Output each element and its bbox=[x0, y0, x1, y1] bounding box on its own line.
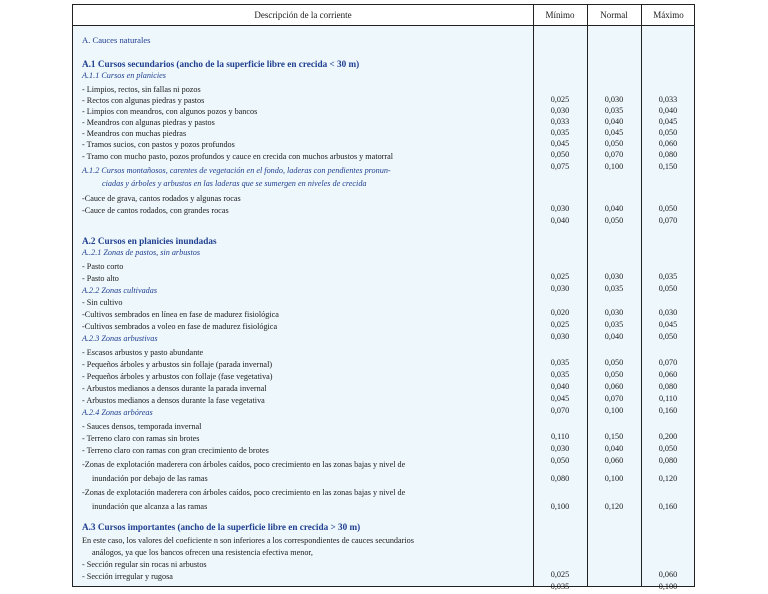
row-description: A.2.3 Zonas arbustivas bbox=[82, 334, 158, 343]
row-description: -Cultivos sembrados en línea en fase de madurez fisiológica bbox=[82, 310, 279, 319]
table-body bbox=[73, 25, 694, 591]
value-min: 0,030 bbox=[550, 332, 570, 341]
value-max: 0,120 bbox=[658, 474, 678, 483]
value-min: 0,033 bbox=[550, 117, 570, 126]
value-normal: 0,035 bbox=[604, 284, 624, 293]
value-max: 0,080 bbox=[658, 456, 678, 465]
value-min: 0,025 bbox=[550, 95, 570, 104]
row-description: - Sauces densos, temporada invernal bbox=[82, 422, 202, 431]
value-max: 0,160 bbox=[658, 502, 678, 511]
row-description: - Sección regular sin rocas ni arbustos bbox=[82, 560, 207, 569]
value-min: 0,025 bbox=[550, 570, 570, 579]
value-max: 0,045 bbox=[658, 320, 678, 329]
row-description: -Cauce de cantos rodados, con grandes rocas bbox=[82, 206, 229, 215]
value-normal: 0,100 bbox=[604, 406, 624, 415]
value-max: 0,050 bbox=[658, 444, 678, 453]
value-max: 0,030 bbox=[658, 308, 678, 317]
row-description: - Tramos sucios, con pastos y pozos profundos bbox=[82, 140, 235, 149]
value-normal: 0,060 bbox=[604, 456, 624, 465]
value-max: 0,060 bbox=[658, 570, 678, 579]
row-description: A..2.1 Zonas de pastos, sin arbustos bbox=[82, 248, 201, 257]
value-normal: 0,030 bbox=[604, 308, 624, 317]
value-min: 0,050 bbox=[550, 456, 570, 465]
value-min: 0,025 bbox=[550, 272, 570, 281]
row-description: inundación que alcanza a las ramas bbox=[92, 502, 208, 511]
value-max: 0,033 bbox=[658, 95, 678, 104]
row-description: A.1.2 Cursos montañosos, carentes de vegetación en el fondo, laderas con pendientes pronun- bbox=[82, 166, 391, 175]
value-normal: 0,030 bbox=[604, 272, 624, 281]
value-max: 0,160 bbox=[658, 406, 678, 415]
row-description: - Tramo con mucho pasto, pozos profundos y cauce en crecida con muchos arbustos y matorral bbox=[82, 152, 394, 161]
value-min: 0,080 bbox=[550, 474, 570, 483]
row-description: En este caso, los valores del coeficiente n son inferiores a los correspondientes de cauces secundarios bbox=[82, 536, 414, 545]
row-description: A.1.1 Cursos en planicies bbox=[82, 71, 166, 80]
row-description: -Zonas de explotación maderera con árboles caídos, poco crecimiento en las zonas bajas y nivel de bbox=[82, 488, 406, 497]
header-normal: Normal bbox=[600, 10, 628, 20]
value-max: 0,045 bbox=[658, 117, 678, 126]
row-description: - Sin cultivo bbox=[82, 298, 123, 307]
value-min: 0,100 bbox=[550, 502, 570, 511]
row-description: ciadas y árboles y arbustos en las laderas que se sumergen en niveles de crecida bbox=[102, 179, 367, 188]
value-normal: 0,050 bbox=[604, 370, 624, 379]
value-max: 0,070 bbox=[658, 358, 678, 367]
header-description: Descripción de la corriente bbox=[254, 10, 352, 20]
row-description: -Zonas de explotación maderera con árboles caídos, poco crecimiento en las zonas bajas y nivel de bbox=[82, 460, 406, 469]
row-description: - Terreno claro con ramas sin brotes bbox=[82, 434, 200, 443]
value-min: 0,050 bbox=[550, 150, 570, 159]
value-min: 0,035 bbox=[550, 128, 570, 137]
value-normal: 0,035 bbox=[604, 106, 624, 115]
row-description: - Pequeños árboles y arbustos con follaje (fase vegetativa) bbox=[82, 372, 273, 381]
value-max: 0,110 bbox=[658, 394, 678, 403]
value-max: 0,100 bbox=[658, 582, 678, 591]
row-description: -Cauce de grava, cantos rodados y algunas rocas bbox=[82, 194, 241, 203]
row-description: A.2.2 Zonas cultivadas bbox=[82, 286, 158, 295]
row-description: -Cultivos sembrados a voleo en fase de madurez fisiológica bbox=[82, 322, 278, 331]
value-normal: 0,040 bbox=[604, 204, 624, 213]
value-max: 0,050 bbox=[658, 332, 678, 341]
value-max: 0,200 bbox=[658, 432, 678, 441]
value-normal: 0,050 bbox=[604, 139, 624, 148]
row-description: A. Cauces naturales bbox=[82, 35, 151, 45]
row-description: - Arbustos medianos a densos durante la fase vegetativa bbox=[82, 396, 265, 405]
value-normal: 0,040 bbox=[604, 332, 624, 341]
value-normal: 0,070 bbox=[604, 150, 624, 159]
row-description: - Escasos arbustos y pasto abundante bbox=[82, 348, 204, 357]
value-min: 0,040 bbox=[550, 216, 570, 225]
row-description: análogos, ya que los bancos ofrecen una resistencia efectiva menor, bbox=[92, 548, 313, 557]
value-min: 0,070 bbox=[550, 406, 570, 415]
value-max: 0,050 bbox=[658, 128, 678, 137]
value-normal: 0,100 bbox=[604, 474, 624, 483]
row-description: inundación por debajo de las ramas bbox=[92, 474, 208, 483]
value-max: 0,150 bbox=[658, 162, 678, 171]
value-min: 0,045 bbox=[550, 139, 570, 148]
row-description: A.3 Cursos importantes (ancho de la superficie libre en crecida > 30 m) bbox=[82, 522, 361, 532]
header-min: Mínimo bbox=[545, 10, 575, 20]
value-min: 0,040 bbox=[550, 382, 570, 391]
value-min: 0,025 bbox=[550, 320, 570, 329]
value-max: 0,040 bbox=[658, 106, 678, 115]
value-normal: 0,070 bbox=[604, 394, 624, 403]
value-max: 0,050 bbox=[658, 284, 678, 293]
value-normal: 0,120 bbox=[604, 502, 624, 511]
table-header bbox=[73, 5, 694, 26]
value-min: 0,035 bbox=[550, 370, 570, 379]
value-normal: 0,060 bbox=[604, 382, 624, 391]
value-max: 0,070 bbox=[658, 216, 678, 225]
value-normal: 0,150 bbox=[604, 432, 624, 441]
value-normal: 0,040 bbox=[604, 444, 624, 453]
value-min: 0,030 bbox=[550, 284, 570, 293]
roughness-table bbox=[72, 4, 695, 591]
value-max: 0,080 bbox=[658, 150, 678, 159]
value-max: 0,060 bbox=[658, 139, 678, 148]
row-description: A.2.4 Zonas arbóreas bbox=[82, 408, 153, 417]
value-max: 0,035 bbox=[658, 272, 678, 281]
row-description: - Pequeños árboles y arbustos sin follaje (parada invernal) bbox=[82, 360, 273, 369]
row-description: - Rectos con algunas piedras y pastos bbox=[82, 96, 205, 105]
header-max: Máximo bbox=[653, 10, 684, 20]
value-min: 0,020 bbox=[550, 308, 570, 317]
value-max: 0,080 bbox=[658, 382, 678, 391]
value-max: 0,050 bbox=[658, 204, 678, 213]
value-normal: 0,050 bbox=[604, 216, 624, 225]
row-description: - Terreno claro con ramas con gran crecimiento de brotes bbox=[82, 446, 269, 455]
row-description: - Sección irregular y rugosa bbox=[82, 572, 173, 581]
value-min: 0,045 bbox=[550, 394, 570, 403]
row-description: - Meandros con muchas piedras bbox=[82, 129, 187, 138]
row-description: - Limpios, rectos, sin fallas ni pozos bbox=[82, 85, 201, 94]
value-normal: 0,035 bbox=[604, 320, 624, 329]
value-normal: 0,040 bbox=[604, 117, 624, 126]
value-min: 0,110 bbox=[550, 432, 570, 441]
value-min: 0,030 bbox=[550, 444, 570, 453]
value-max: 0,060 bbox=[658, 370, 678, 379]
row-description: - Pasto alto bbox=[82, 274, 119, 283]
row-description: A.2 Cursos en planicies inundadas bbox=[82, 236, 217, 246]
value-min: 0,030 bbox=[550, 106, 570, 115]
value-min: 0,075 bbox=[550, 162, 570, 171]
row-description: - Limpios con meandros, con algunos pozos y bancos bbox=[82, 107, 258, 116]
value-normal: 0,100 bbox=[604, 162, 624, 171]
row-description: - Arbustos medianos a densos durante la parada invernal bbox=[82, 384, 267, 393]
value-normal: 0,050 bbox=[604, 358, 624, 367]
row-description: - Pasto corto bbox=[82, 262, 124, 271]
row-description: A.1 Cursos secundarios (ancho de la superficie libre en crecida < 30 m) bbox=[82, 59, 360, 69]
row-description: - Meandros con algunas piedras y pastos bbox=[82, 118, 215, 127]
value-normal: 0,045 bbox=[604, 128, 624, 137]
value-min: 0,030 bbox=[550, 204, 570, 213]
value-normal: 0,030 bbox=[604, 95, 624, 104]
value-min: 0,035 bbox=[550, 582, 570, 591]
value-min: 0,035 bbox=[550, 358, 570, 367]
